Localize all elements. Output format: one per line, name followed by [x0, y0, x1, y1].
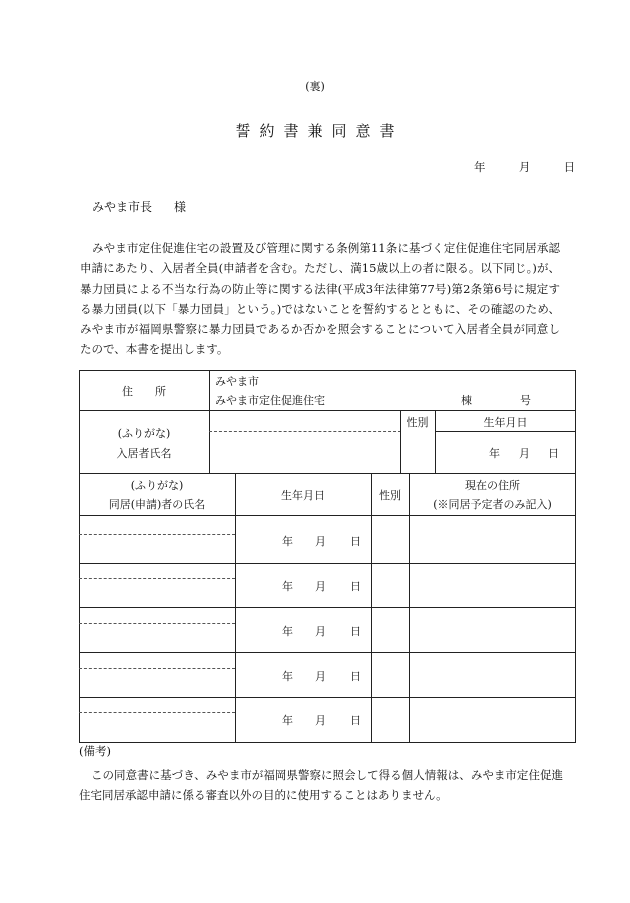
row5-month: 月 [315, 714, 326, 727]
date-month-label: 月 [518, 160, 531, 174]
current-address-note: (※同居予定者のみ記入) [433, 498, 552, 511]
resident-birth-year: 年 [489, 447, 500, 460]
cohabitant-furigana-label: (ふりがな) [130, 479, 184, 492]
row3-month: 月 [315, 625, 326, 638]
row4-month: 月 [315, 670, 326, 683]
row3-day: 日 [350, 625, 361, 638]
number-label: 号 [520, 394, 531, 407]
document-title: 誓約書兼同意書 [235, 122, 404, 140]
resident-name-label: 入居者氏名 [116, 447, 172, 460]
resident-birth-month: 月 [519, 447, 530, 460]
notes-title: (備考) [79, 744, 111, 758]
row4-day: 日 [350, 670, 361, 683]
form-table [79, 370, 576, 743]
date-line [474, 159, 575, 175]
resident-birthdate-label: 生年月日 [483, 416, 528, 429]
row2-month: 月 [315, 580, 326, 593]
addressee [92, 198, 186, 215]
building-label: 棟 [461, 394, 472, 407]
row1-month: 月 [315, 535, 326, 548]
cohabitant-birthdate-label: 生年月日 [281, 489, 325, 502]
row2-year: 年 [282, 580, 293, 593]
cohabitant-name-label: 同居(申請)者の氏名 [108, 498, 206, 511]
row5-day: 日 [350, 714, 361, 727]
date-day-label: 日 [563, 160, 576, 174]
current-address-label: 現在の住所 [465, 479, 520, 492]
address-line1: みやま市 [215, 375, 259, 388]
resident-birth-day: 日 [548, 447, 559, 460]
address-line2: みやま市定住促進住宅 [215, 394, 325, 407]
row5-year: 年 [282, 714, 293, 727]
resident-gender-label: 性別 [406, 416, 429, 429]
side-label: (裏) [305, 80, 325, 93]
row1-day: 日 [350, 535, 361, 548]
cohabitant-gender-label: 性別 [379, 489, 401, 502]
resident-furigana-label: (ふりがな) [117, 427, 171, 440]
intro-paragraph: みやま市定住促進住宅の設置及び管理に関する条例第11条に基づく定住促進住宅同居承認申請にあたり、入居者全員(申請者を含む。ただし、満15歳以上の者に限る。以下同じ。)が、暴力団員による不当な行為の防止等に関する法律(平成3年法律第77号)第2条第6号に規定する暴力団員(以下「暴力団員」という。)ではないことを誓約するとともに、その確認のため、みやま市が福岡県警察に暴力団員であるか否かを照会することについて入居者全員が同意したので、本書を提出します。 [80, 241, 560, 357]
row2-day: 日 [350, 580, 361, 593]
row3-year: 年 [282, 625, 293, 638]
address-label: 住 所 [122, 385, 166, 398]
date-year-label: 年 [474, 160, 486, 174]
notes-body: この同意書に基づき、みやま市が福岡県警察に照会して得る個人情報は、みやま市定住促進住宅同居承認申請に係る審査以外の目的に使用することはありません。 [79, 768, 563, 802]
addressee-honorific: 様 [174, 200, 187, 214]
row1-year: 年 [282, 535, 293, 548]
row4-year: 年 [282, 670, 293, 683]
addressee-name: みやま市長 [92, 200, 153, 214]
